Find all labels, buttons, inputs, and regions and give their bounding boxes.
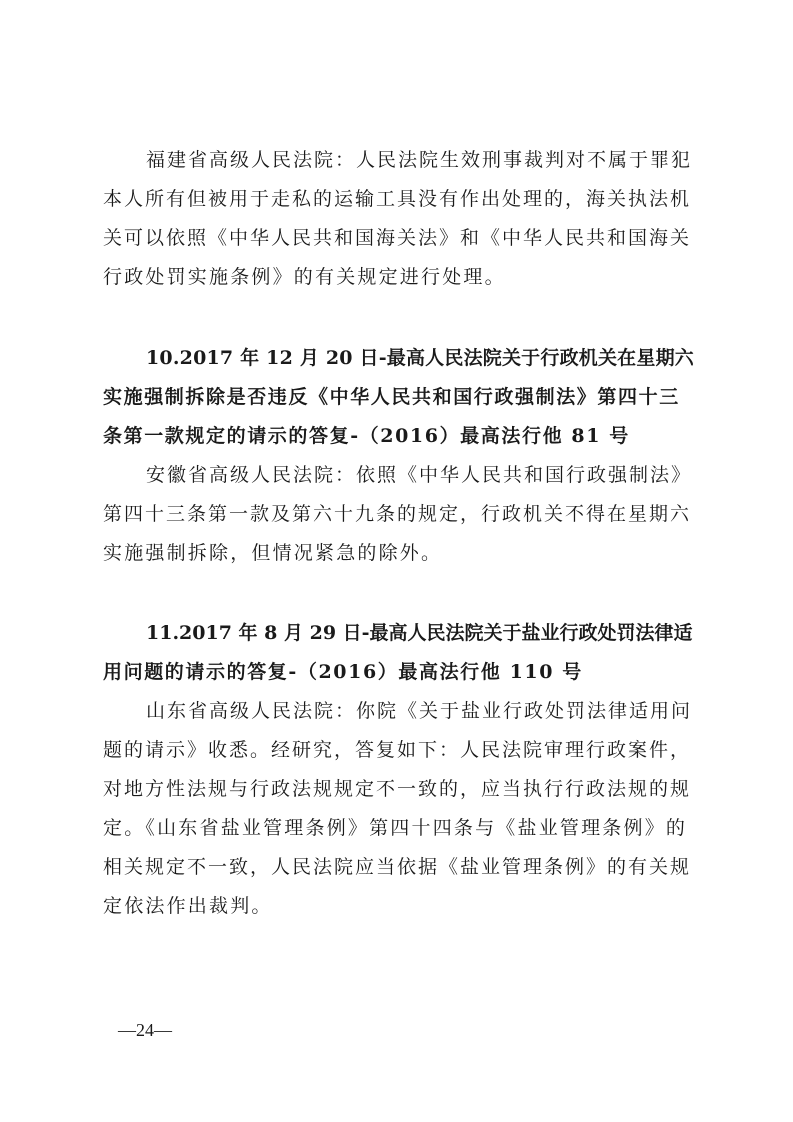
heading-10-line-2: 实施强制拆除是否违反《中华人民共和国行政强制法》第四十三 [103,386,680,408]
paragraph-11-line-2: 题的请示》收悉。经研究，答复如下：人民法院审理行政案件， [103,739,692,761]
paragraph-1-line-4: 行政处罚实施条例》的有关规定进行处理。 [103,266,506,288]
paragraph-10-line-1: 安徽省高级人民法院：依照《中华人民共和国行政强制法》 [146,464,693,486]
heading-11-line-2: 用问题的请示的答复-（2016）最高法行他 110 号 [103,661,583,683]
paragraph-10-line-3: 实施强制拆除，但情况紧急的除外。 [103,542,443,564]
paragraph-11-line-6: 定依法作出裁判。 [103,895,273,917]
page-number: —24— [118,1020,172,1040]
heading-10-line-3: 条第一款规定的请示的答复-（2016）最高法行他 81 号 [103,425,630,447]
heading-11-line-1: 11.2017 年 8 月 29 日-最高人民法院关于盐业行政处罚法律适 [146,622,693,644]
paragraph-11-line-4: 定。《山东省盐业管理条例》第四十四条与《盐业管理条例》的 [103,817,688,839]
paragraph-10-line-2: 第四十三条第一款及第六十九条的规定，行政机关不得在星期六 [103,503,692,525]
paragraph-11-line-3: 对地方性法规与行政法规规定不一致的，应当执行行政法规的规 [103,778,692,800]
paragraph-1-line-3: 关可以依照《中华人民共和国海关法》和《中华人民共和国海关 [103,227,692,249]
paragraph-1-line-1: 福建省高级人民法院：人民法院生效刑事裁判对不属于罪犯 [146,149,693,171]
paragraph-11-line-1: 山东省高级人民法院：你院《关于盐业行政处罚法律适用问 [146,700,693,722]
heading-10-line-1: 10.2017 年 12 月 20 日-最高人民法院关于行政机关在星期六 [146,347,694,369]
paragraph-11-line-5: 相关规定不一致，人民法院应当依据《盐业管理条例》的有关规 [103,856,692,878]
paragraph-1-line-2: 本人所有但被用于走私的运输工具没有作出处理的，海关执法机 [103,188,692,210]
